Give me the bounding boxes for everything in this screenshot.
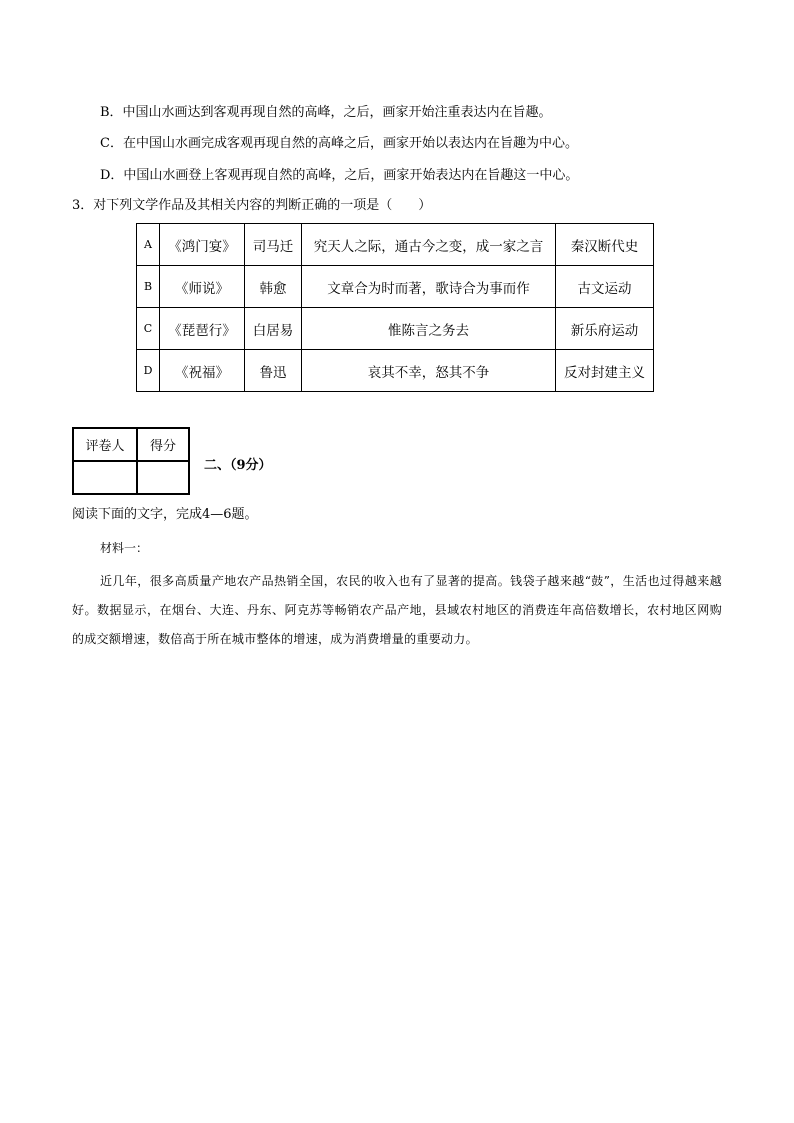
- movement-text: 秦汉断代史: [556, 224, 654, 266]
- author-name: 鲁迅: [245, 350, 302, 392]
- work-title: 《琵琶行》: [160, 308, 245, 350]
- option-b: B．中国山水画达到客观再现自然的高峰，之后，画家开始注重表达内在旨趣。: [100, 105, 552, 120]
- table-row: [137, 266, 654, 308]
- movement-text: 古文运动: [556, 266, 654, 308]
- score-field[interactable]: [137, 461, 189, 494]
- option-d: D．中国山水画登上客观再现自然的高峰，之后，画家开始表达内在旨趣这一中心。: [100, 168, 579, 183]
- grader-label: 评卷人: [73, 428, 137, 461]
- quote-text: 文章合为时而著，歌诗合为事而作: [302, 266, 556, 308]
- author-name: 韩愈: [245, 266, 302, 308]
- question-3: 3．对下列文学作品及其相关内容的判断正确的一项是（ ）: [72, 198, 432, 213]
- material-paragraph: 近几年，很多高质量产地农产品热销全国，农民的收入也有了显著的提高。钱袋子越来越“鼓”，生活也过得越来越好。数据显示，在烟台、大连、丹东、阿克苏等畅销农产品产地，县域农村地区的消费连年高倍数增长，农村地区网购的成交额增速，数倍高于所在城市整体的增速，成为消费增量的重要动力。: [72, 574, 722, 646]
- table-row: [137, 350, 654, 392]
- movement-text: 新乐府运动: [556, 308, 654, 350]
- quote-text: 究天人之际，通古今之变，成一家之言: [302, 224, 556, 266]
- option-letter: C: [137, 308, 160, 350]
- score-label: 得分: [137, 428, 189, 461]
- reading-instruction: 阅读下面的文字，完成4—6题。: [72, 507, 258, 522]
- option-letter: A: [137, 224, 160, 266]
- material-label: 材料一：: [100, 541, 149, 555]
- quote-text: 哀其不幸，怒其不争: [302, 350, 556, 392]
- grader-field[interactable]: [73, 461, 137, 494]
- work-title: 《祝福》: [160, 350, 245, 392]
- movement-text: 反对封建主义: [556, 350, 654, 392]
- section-title: 二、（9分）: [204, 458, 272, 473]
- option-c: C．在中国山水画完成客观再现自然的高峰之后，画家开始以表达内在旨趣为中心。: [100, 136, 578, 151]
- author-name: 司马迁: [245, 224, 302, 266]
- author-name: 白居易: [245, 308, 302, 350]
- answer-table: [136, 223, 654, 392]
- work-title: 《师说》: [160, 266, 245, 308]
- quote-text: 惟陈言之务去: [302, 308, 556, 350]
- table-row: [137, 308, 654, 350]
- work-title: 《鸿门宴》: [160, 224, 245, 266]
- score-box: [72, 427, 190, 495]
- option-letter: B: [137, 266, 160, 308]
- option-letter: D: [137, 350, 160, 392]
- table-row: [137, 224, 654, 266]
